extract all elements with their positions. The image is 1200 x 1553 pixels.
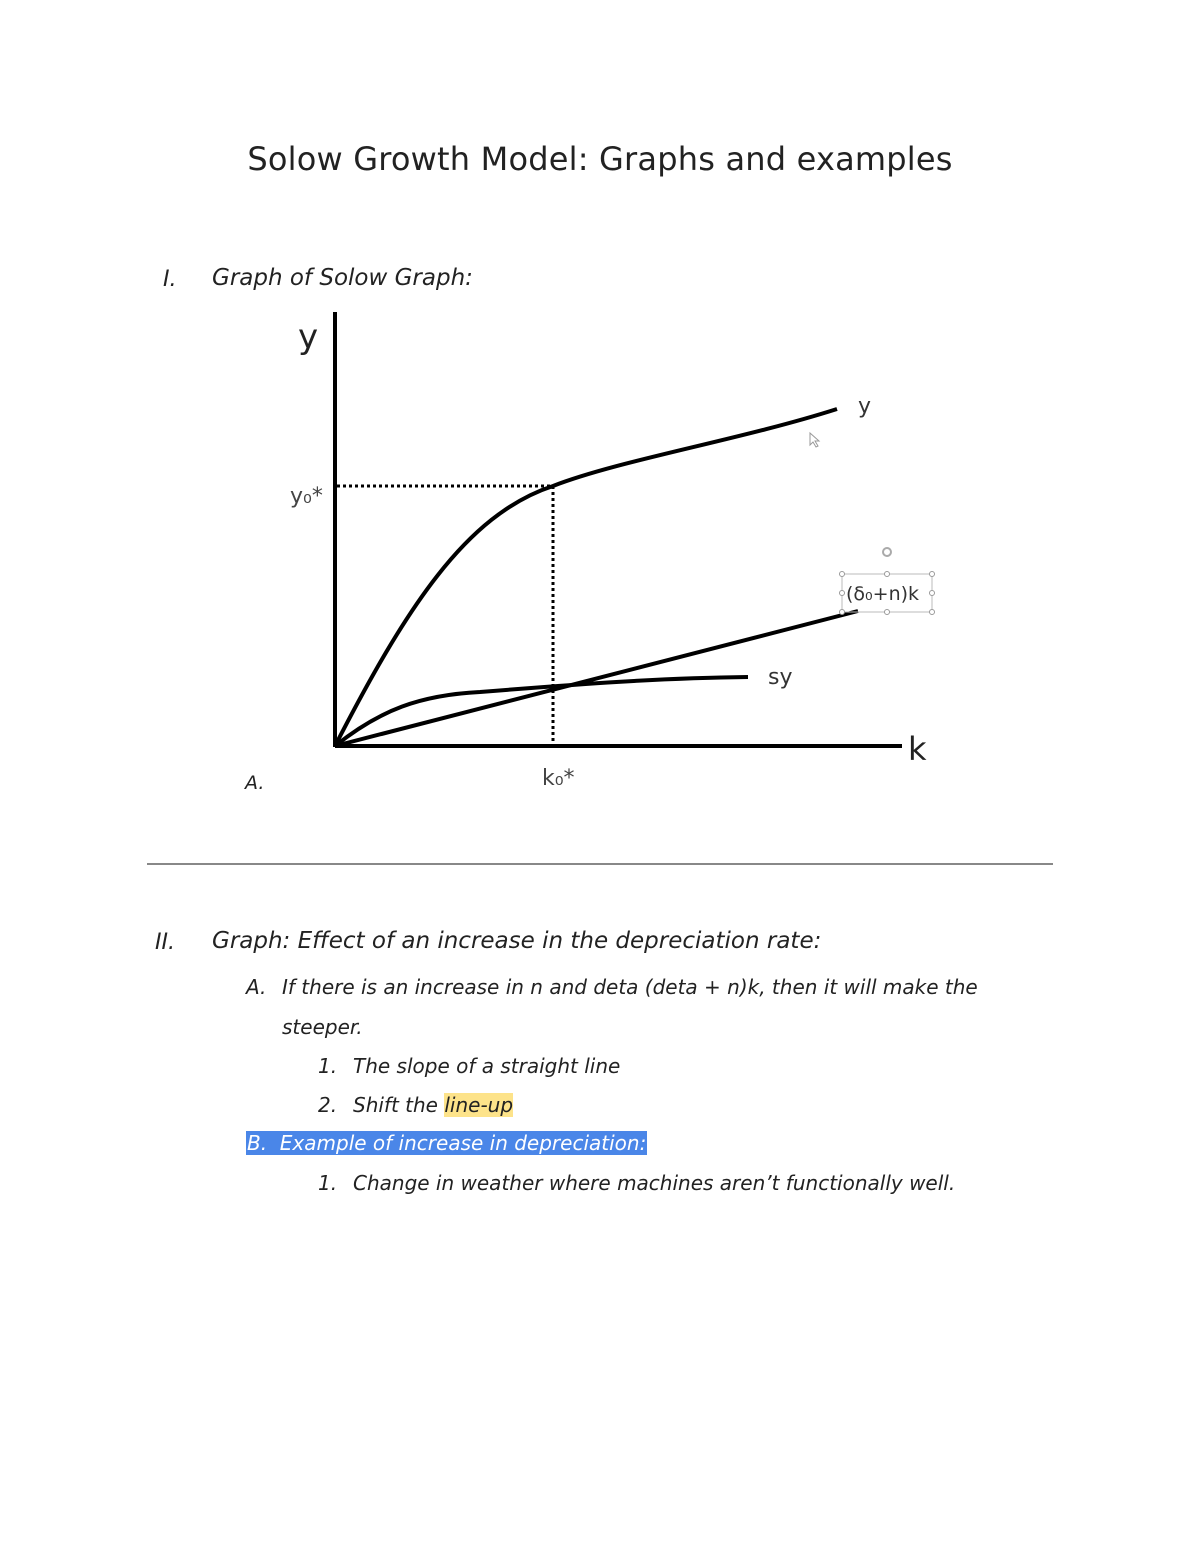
- cursor-icon: [810, 433, 819, 447]
- x-axis-label: k: [908, 730, 927, 768]
- selection-handle: [840, 572, 845, 577]
- item-b-highlight: [246, 1131, 647, 1155]
- selection-handle: [930, 591, 935, 596]
- sub-2-highlight: line-up: [444, 1093, 514, 1117]
- sub-2-number: 2.: [318, 1093, 338, 1117]
- k-star-label: k₀*: [542, 766, 575, 791]
- horizontal-divider: [147, 863, 1053, 865]
- y-axis-label: y: [298, 317, 319, 357]
- sub-2-text-plain: Shift the: [353, 1093, 438, 1117]
- item-a-letter: A.: [246, 975, 267, 999]
- sub-1-text: The slope of a straight line: [353, 1054, 621, 1078]
- sub-b1-number: 1.: [318, 1171, 338, 1195]
- curve-y-label: y: [858, 394, 872, 419]
- selection-handle: [840, 610, 845, 615]
- item-a-line-2: steeper.: [282, 1015, 363, 1039]
- curve-sy-label: sy: [768, 665, 793, 690]
- item-b-letter: B.: [247, 1131, 268, 1155]
- selection-handle: [930, 572, 935, 577]
- savings-curve: [335, 677, 748, 746]
- solow-graph: [280, 300, 960, 810]
- section-1-heading: Graph of Solow Graph:: [212, 265, 473, 291]
- sub-2-text: [353, 1093, 513, 1117]
- rotate-handle-icon: [883, 548, 891, 556]
- depreciation-line-label: (δ₀+n)k: [846, 583, 920, 605]
- sub-1-number: 1.: [318, 1054, 338, 1078]
- section-2-number: II.: [155, 930, 175, 955]
- production-curve: [335, 409, 837, 746]
- selection-handle: [885, 610, 890, 615]
- selection-handle: [885, 572, 890, 577]
- section-1-number: I.: [163, 267, 177, 292]
- sub-b1-text: Change in weather where machines aren’t functionally well.: [353, 1171, 956, 1195]
- selection-handle: [930, 610, 935, 615]
- section-1-sub-letter: A.: [245, 772, 265, 794]
- page-title: Solow Growth Model: Graphs and examples: [247, 140, 953, 178]
- item-a-line-1: If there is an increase in n and deta (deta + n)k, then it will make the: [282, 975, 978, 999]
- section-2-heading: Graph: Effect of an increase in the depreciation rate:: [212, 928, 822, 954]
- y-star-label: y₀*: [290, 484, 323, 509]
- selection-handle: [840, 591, 845, 596]
- item-b-text: Example of increase in depreciation:: [279, 1131, 647, 1155]
